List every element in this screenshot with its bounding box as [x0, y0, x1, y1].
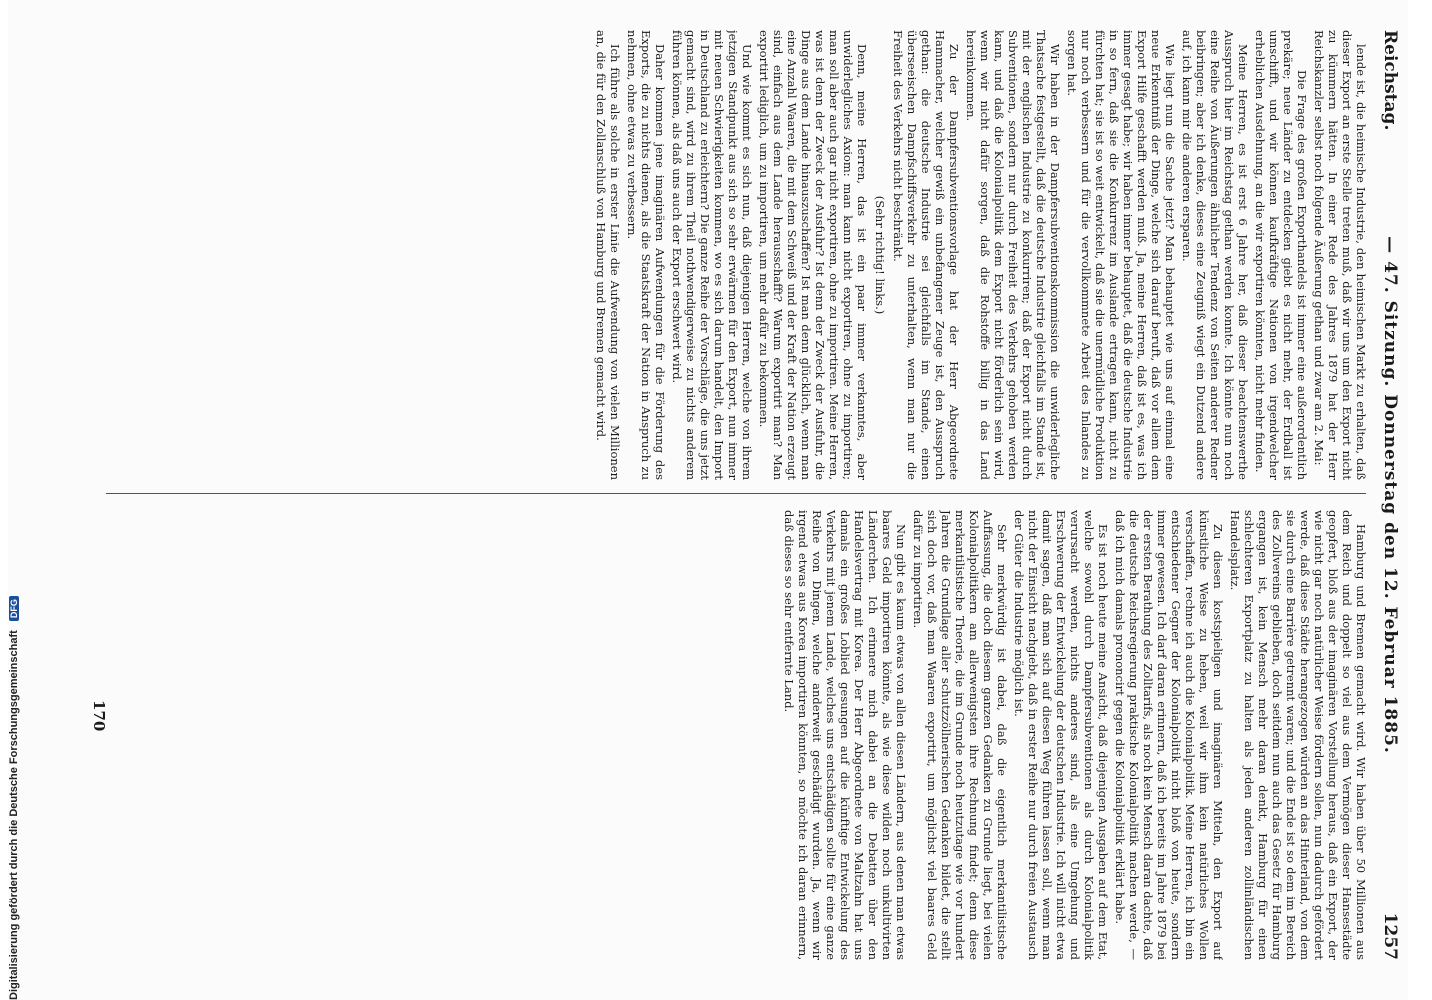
- caption-text: Digitalisierung gefördert durch die Deutsche Forschungsgemeinschaft: [8, 630, 20, 1000]
- paragraph: Sehr merkwürdig ist dabei, daß die eigentlich merkantilistische Auffassung, die doch diesem ganzen Gedanken zu Grunde liegt, bei vielen Kolonialpolitikern am allerwenigsten ihre Rechnung findet; denn diese merkantilistische Theorie, die im Grunde noch heutzutage wie vor hundert Jahren die Grundlage aller schutzzöllnerischen Gedanken bildet, die stellt sich doch vor, daß man Waaren exportirt, um möglichst viel baares Geld dafür zu importiren.: [911, 510, 1009, 960]
- paragraph: Zu diesen kostspieligen und imaginären Mitteln, den Export auf künstliche Weise zu heben, weil wir ihm kein natürliches Wollen verschaffen, rechne ich auch die Kolonialpolitik. Meine Herren, ich bin ein entschiedener Gegner der Kolonialpolitik nicht bloß von heute, sondern immer gewesen. Ich darf daran erinnern, daß ich bereits im Jahre 1879 bei der ersten Berathung des Zolltarifs, als noch kein Mensch daran dachte, daß die deutsche Reichsregierung praktische Kolonialpolitik machen werde, — daß ich mich damals prononcirt gegen die Kolonialpolitik erklärt habe.: [1113, 510, 1225, 960]
- quotation: Die Frage des großen Exporthandels ist immer eine außerordentlich prekäre; neue Länder zu entdecken giebt es nicht mehr, der Erdball ist umschifft, und wir können kaufkräftige Nationen von irgendwelcher erheblichen Ausdehnung, an die wir exportiren könnten, nicht mehr finden.: [1253, 30, 1309, 480]
- paragraph: Nun gibt es kaum etwas von allen diesen Ländern, aus denen man etwas baares Geld importiren könnte, als wie diese wilden noch unkultivirten Länderchen. Ich erinnere mich dabei an die Debatten über den Handelsvertrag mit Korea. Der Herr Abgeordnete von Maltzahn hat uns damals ein großes Loblied gesungen auf die künftige Entwickelung des Verkehrs mit jenem Lande, welches uns entschädigen sollte für eine ganze Reihe von Dingen, welche anderweit geschädigt wurden. Ja, wenn wir irgend etwas aus Korea importiren könnten, so möchte ich daran erinnern, daß dieses so sehr entfernte Land.: [782, 510, 908, 960]
- digitization-caption: [8, 0, 26, 1000]
- interjection: (Sehr richtig! links.): [873, 195, 887, 315]
- paragraph: Es ist noch heute meine Ansicht, daß diejenigen Ausgaben auf dem Etat, welche sowohl durch Dampfersubventionen als durch Kolonialpolitik verursacht werden, nichts anderes sind, als eine Umgehung und Erschwerung der Entwickelung der deutschen Industrie. Ich will nicht etwa damit sagen, daß man sich auf diesen Weg führen lassen soll, wenn man nicht der Einsicht nachgiebt, daß in erster Reihe nur durch freien Austausch der Güter die Industrie möglich ist.: [1012, 510, 1110, 960]
- paragraph: Denn, meine Herren, das ist ein paar immer verkanntes, aber unwiderlegliches Axiom: man kann nicht exportiren, ohne zu importiren; man soll aber auch gar nicht exportiren, ohne zu importiren. Meine Herren, was ist denn der Zweck der Ausfuhr? Ist denn der Zweck der Ausfuhr, die Dinge aus dem Lande hinauszuschaffen? Ist man denn glücklich, wenn man eine Anzahl Waaren, die mit dem Schweiß und der Kraft der Nation erzeugt sind, einfach aus dem Lande herausschafft? Warum exportirt man? Man exportirt lediglich, um zu importiren, um mehr dafür zu bekommen.: [757, 30, 869, 480]
- paragraph: Ich führe als solche in erster Linie die Aufwendung von vielen Millionen an, die für den Zollanschluß von Hamburg und Bremen gemacht wird.: [594, 30, 622, 480]
- column-divider: [106, 493, 1366, 494]
- paragraph: Wie liegt nun die Sache jetzt? Man behauptet wie uns auf einmal eine neue Erkenntniß der Dinge, welche sich darauf beruft, daß vor allem dem Export Hilfe geschafft werden muß. Ja, meine Herren, daß ist es, was ich immer gesagt habe; wir haben immer behauptet, daß die deutsche Industrie in so fern, daß sie die Konkurrenz im Auslande ertragen kann, nicht zu fürchten hat; sie ist so weit entwickelt, daß sie die unermüdliche Produktion nur noch verbessern und für die vervollkommnete Arbeit des Inlandes zu sorgen hat.: [1065, 30, 1177, 480]
- paragraph: Meine Herren, es ist erst 6 Jahre her, daß dieser beachtenswerthe Ausspruch hier im Reichstag gethan werden konnte. Ich könnte nun noch eine Reihe von Äußerungen ähnlicher Tendenz von Seiten anderer Redner beibringen; aber ich denke, dieses eine Zeugniß wiegt ein Dutzend andere auf, ich kann mir die anderen ersparen.: [1180, 30, 1250, 480]
- left-column: [68, 30, 1368, 480]
- page-header: [1374, 30, 1404, 960]
- paragraph: Zu der Dampfersubventionsvorlage hat der Herr Abgeordnete Hammacher, welcher gewiß ein unbefangener Zeuge ist, den Ausspruch gethan: die deutsche Industrie sei gleichfalls im Stande, einen überseeischen Dampfschiffsverkehr zu unterhalten, wenn man nur die Freiheit des Verkehrs nicht beschränkt.: [891, 30, 961, 480]
- paragraph: lende ist, die heimische Industrie, den heimischen Markt zu erhalten, daß dieser Export an erste Stelle treten muß, daß wir uns um den Export nicht zu kümmern hätten. In einer Rede des Jahres 1879 hat der Herr Reichskanzler selbst noch folgende Äußerung gethan und zwar am 2. Mai:: [1312, 30, 1368, 480]
- header-title: — 47. Sitzung. Donnerstag den 12. Februar 1885.: [1380, 236, 1400, 754]
- header-left: Reichstag.: [1380, 30, 1400, 131]
- header-page-number: 1257: [1380, 912, 1400, 960]
- paragraph: Daher kommen jene imaginären Aufwendungen für die Förderung des Exports, die zu nichts dienen, als die Staatskraft der Nation in Anspruch zu nehmen, ohne etwas zu verbessern.: [625, 30, 667, 480]
- right-column: [68, 510, 1368, 960]
- paragraph: Und wie kommt es sich nun, daß diejenigen Herren, welche von ihrem jetzigen Standpunkt aus sich so sehr erwärmen für den Export, nun immer mit neuen Schwierigkeiten kommen, wo es sich darum handelt, den Import in Deutschland zu erleichtern? Die ganze Reihe der Vorschläge, die uns jetzt gemacht sind, wird zu ihrem Theil nothwendigerweise zu nichts anderem führen können, als daß uns auch der Export erschwert wird.: [670, 30, 754, 480]
- scanned-page: [8, 0, 1408, 1000]
- signature-mark: 170: [90, 700, 108, 732]
- paragraph: Wir haben in der Dampfersubventionskommission die unwiderlegliche Thatsache festgestellt, daß die deutsche Industrie gleichfalls im Stande ist, mit der englischen Industrie zu konkurriren; daß der Export nicht durch Subventionen, sondern nur durch Freiheit des Verkehrs gehoben werden kann, und daß die Kolonialpolitik dem Export nicht förderlich sein wird, wenn wir nicht dafür sorgen, daß die Rohstoffe billig in das Land hereinkommen.: [964, 30, 1062, 480]
- dfg-logo: DFG: [9, 596, 19, 621]
- paragraph: Hamburg und Bremen gemacht wird. Wir haben über 50 Millionen aus dem Reich und doppelt so viel aus dem Vermögen dieser Hansestädte geopfert, bloß aus der imaginären Vorstellung heraus, daß ein Export, der wie nicht gar noch natürlicher Weise fördern sollen, nun dadurch gefördert werde, daß diese Städte herangezogen würden an das Hinterland, von dem sie durch eine Barrière getrennt waren; und die Ende ist so dem im Bereich des Zollvereins geblieben, doch seitdem nun auch das Gesetz für Hamburg ergangen ist, kein Mensch mehr daran denkt, Hamburg für einen schlechteren Exportplatz zu halten als jeden anderen zollinländischen Handelsplatz.: [1228, 510, 1368, 960]
